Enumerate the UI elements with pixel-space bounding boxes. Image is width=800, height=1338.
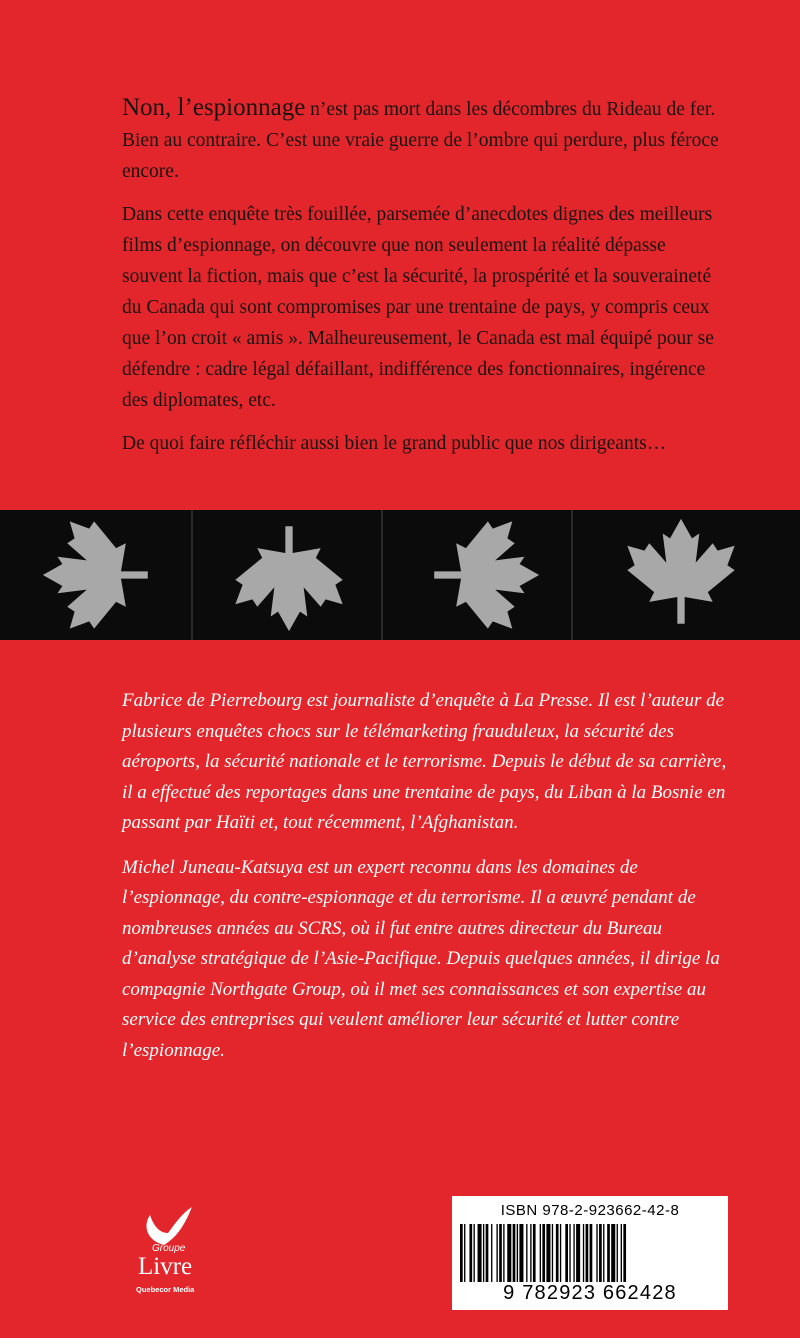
maple-leaf-banner	[0, 510, 800, 640]
author-bio-2: Michel Juneau-Katsuya est un expert reconnu dans les domaines de l’espionnage, du contre-espionnage et du terrorisme. Il a œuvré pendant de nombreuses années au SCRS, où il fut entre autres directeur du Bureau d’analyse stratégique de l’Asie-Pacifique. Depuis quelques années, il dirige la compagnie Northgate Group, où il met ses connaissances et son expertise au service des entreprises qui veulent améliorer leur sécurité et lutter contre l’espionnage.	[122, 856, 720, 1061]
barcode-bar	[464, 1224, 465, 1282]
publisher-groupe: Groupe	[152, 1243, 186, 1254]
barcode-bar	[469, 1224, 472, 1282]
barcode-bar	[486, 1224, 489, 1282]
barcode-bar	[503, 1224, 504, 1282]
barcode-bar	[560, 1224, 561, 1282]
barcode-bar	[586, 1224, 589, 1282]
barcode-bar	[576, 1224, 580, 1282]
back-cover-blurb	[122, 92, 722, 471]
barcode-bar	[573, 1224, 574, 1282]
barcode-bar	[583, 1224, 584, 1282]
barcode-bar	[599, 1224, 602, 1282]
barcode-bar	[513, 1224, 516, 1282]
maple-leaf-icon	[218, 514, 360, 636]
barcode-bar	[517, 1224, 518, 1282]
barcode-bar	[540, 1224, 541, 1282]
barcode	[452, 1196, 728, 1310]
barcode-bar	[496, 1224, 497, 1282]
barcode-bar	[491, 1224, 492, 1282]
barcode-bar	[519, 1224, 523, 1282]
blurb-p1-rest: n’est pas mort dans les décombres du Rideau de fer. Bien au contraire. C’est une vraie guerre de l’ombre qui perdure, plus féroce encore.	[122, 99, 719, 182]
barcode-bars	[460, 1224, 720, 1282]
barcode-bar	[507, 1224, 511, 1282]
barcode-bar	[533, 1224, 536, 1282]
barcode-bar	[546, 1224, 550, 1282]
barcode-bar	[542, 1224, 545, 1282]
barcode-bar	[565, 1224, 568, 1282]
barcode-bar	[556, 1224, 559, 1282]
barcode-bar	[611, 1224, 615, 1282]
barcode-bar	[617, 1224, 618, 1282]
blurb-paragraph-3: De quoi faire réfléchir aussi bien le grand public que nos dirigeants…	[122, 433, 667, 454]
barcode-bar	[483, 1224, 484, 1282]
maple-leaf-icon	[28, 514, 170, 636]
barcode-bar	[596, 1224, 597, 1282]
barcode-bar	[499, 1224, 502, 1282]
publisher-subtitle: Quebecor Media	[136, 1285, 195, 1294]
maple-leaf-icon	[412, 514, 554, 636]
isbn-label: ISBN 978-2-923662-42-8	[500, 1202, 680, 1219]
barcode-bar	[530, 1224, 531, 1282]
barcode-bar	[607, 1224, 610, 1282]
maple-leaf-icon	[610, 514, 752, 636]
barcode-bar	[623, 1224, 626, 1282]
blurb-paragraph-2: Dans cette enquête très fouillée, parsemée d’anecdotes dignes des meilleurs films d’espionnage, on découvre que non seulement la réalité dépasse souvent la fiction, mais que c’est la sécurité, la prospérité et la souveraineté du Canada qui sont compromises par une trentaine de pays, y compris ceux que l’on croit « amis ». Malheureusement, le Canada est mal équipé pour se défendre : cadre légal défaillant, indifférence des fonctionnaires, ingérence des diplomates, etc.	[122, 204, 714, 411]
barcode-bar	[552, 1224, 553, 1282]
author-bio-1: Fabrice de Pierrebourg est journaliste d’enquête à La Presse. Il est l’auteur de plusieurs enquêtes chocs sur le télémarketing frauduleux, la sécurité des aéroports, la sécurité nationale et le terrorisme. Depuis le début de sa carrière, il a effectué des reportages dans une trentaine de pays, du Liban à la Bosnie en passant par Haïti et, tout récemment, l’Afghanistan.	[122, 690, 727, 833]
ean-number: 9 782923 662428	[503, 1282, 677, 1304]
publisher-logo	[128, 1205, 208, 1305]
barcode-bar	[590, 1224, 593, 1282]
banner-divider	[381, 510, 383, 640]
blurb-paragraph-1	[122, 92, 722, 187]
barcode-bar	[621, 1224, 622, 1282]
publisher-livre: Livre	[138, 1253, 193, 1280]
blurb-lead: Non, l’espionnage	[122, 94, 306, 121]
barcode-bar	[460, 1224, 463, 1282]
author-bios	[122, 686, 732, 1080]
banner-divider	[571, 510, 573, 640]
barcode-bar	[474, 1224, 475, 1282]
barcode-bar	[526, 1224, 527, 1282]
barcode-bar	[603, 1224, 604, 1282]
barcode-bar	[569, 1224, 570, 1282]
barcode-bar	[478, 1224, 482, 1282]
banner-divider	[191, 510, 193, 640]
